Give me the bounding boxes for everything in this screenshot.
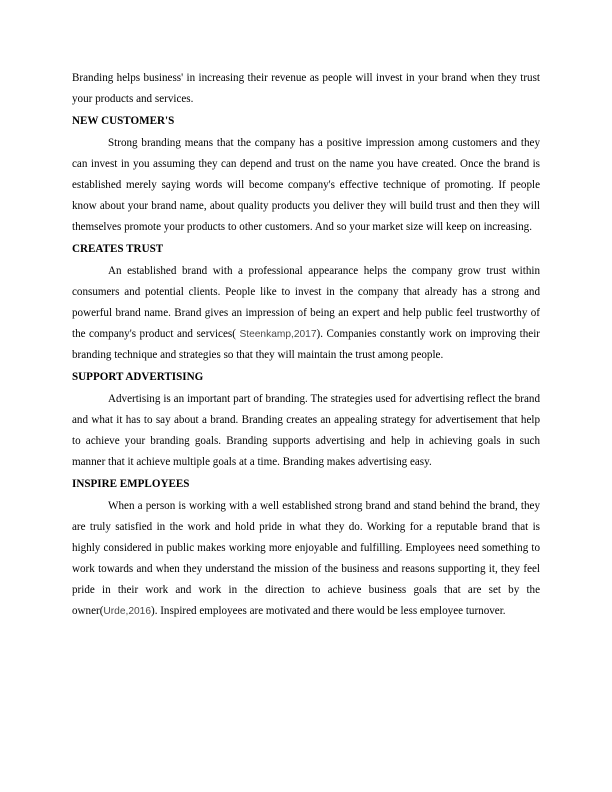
paragraph-text: When a person is working with a well established strong brand and stand behind the brand, they are truly satisfied in the work and hold pride in what they do. Working for a reputable brand that is highly considered in public makes working more enjoyable and fulfilling. Employees need something to work towards and when they understand the mission of the business and reasons supporting it, they feel pride in their work and work in the direction to achieve business goals that are set by the owner( <box>72 500 540 617</box>
paragraph-text: ). Companies constantly work on improving their branding technique and strategies so that they will maintain the trust among people. <box>72 328 540 361</box>
citation: Urde,2016 <box>103 606 151 617</box>
intro-paragraph: Branding helps business' in increasing their revenue as people will invest in your brand when they trust your products and services. <box>72 72 540 105</box>
paragraph-creates-trust <box>72 261 540 366</box>
heading-new-customers: NEW CUSTOMER'S <box>72 115 175 127</box>
document-page <box>72 68 540 622</box>
heading-support-advertising: SUPPORT ADVERTISING <box>72 371 204 383</box>
paragraph-text: ). Inspired employees are motivated and there would be less employee turnover. <box>151 605 506 617</box>
paragraph-new-customers: Strong branding means that the company has a positive impression among customers and they can invest in you assuming they can depend and trust on the name you have created. Once the brand is established merely saying words will become company's effective technique of promoting. If people know about your brand name, about quality products you deliver they will build trust and then they will themselves promote your products to other customers. And so your market size will keep on increasing. <box>72 137 540 233</box>
citation: Steenkamp,2017 <box>235 329 317 340</box>
heading-creates-trust: CREATES TRUST <box>72 243 164 255</box>
paragraph-text: An established brand with a professional appearance helps the company grow trust within consumers and potential clients. People like to invest in the company that already has a strong and powerful brand name. Brand gives an impression of being an expert and help public feel trustworthy of the company's product and services( <box>72 265 540 340</box>
heading-inspire-employees: INSPIRE EMPLOYEES <box>72 478 190 490</box>
paragraph-support-advertising: Advertising is an important part of branding. The strategies used for advertising reflect the brand and what it has to say about a brand. Branding creates an appealing strategy for advertisement that help to achieve your branding goals. Branding supports advertising and help in achieving goals in such manner that it achieve multiple goals at a time. Branding makes advertising easy. <box>72 393 540 468</box>
paragraph-inspire-employees <box>72 496 540 622</box>
